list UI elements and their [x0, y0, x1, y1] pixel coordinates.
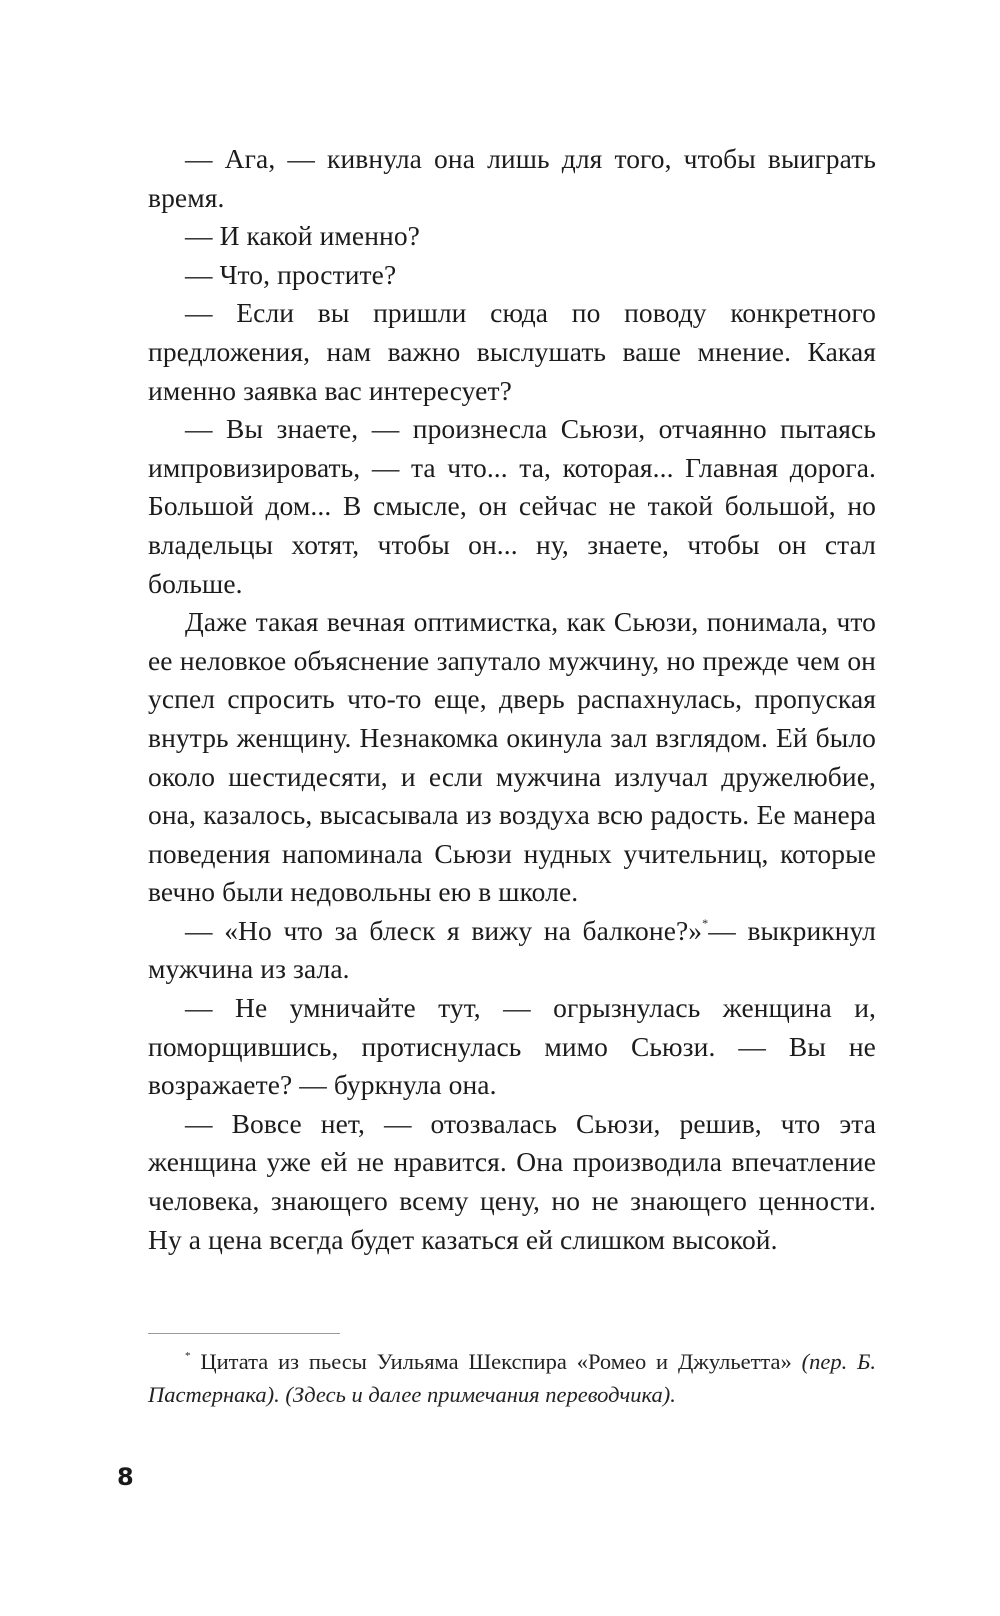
- paragraph-6: Даже такая вечная оптимистка, как Сьюзи, понимала, что ее неловкое объяснение запутало мужчину, но прежде чем он успел спросить что-то еще, дверь распахнулась, пропуская внутрь женщину. Незнакомка окинула зал взглядом. Ей было около шестидесяти, и если мужчина излучал дружелюбие, она, казалось, высасывала из воздуха всю радость. Ее манера поведения напоминала Сьюзи нудных учительниц, которые вечно были недовольны ею в школе.: [148, 606, 876, 908]
- quote-continuation: — выкрикнул мужчина из зала.: [148, 914, 877, 985]
- footnote-marker: *: [185, 1350, 191, 1362]
- main-text: [148, 140, 876, 1259]
- quote-text: — «Но что за блеск я вижу на балконе?»: [185, 914, 703, 946]
- paragraph-5: — Вы знаете, — произнесла Сьюзи, отчаянно пытаясь импровизировать, — та что... та, которая... Главная дорога. Большой дом... В смысле, он сейчас не такой большой, но владельцы хотят, чтобы он... ну, знаете, чтобы он стал больше.: [148, 413, 876, 599]
- paragraph-3: — Что, простите?: [185, 258, 397, 290]
- footnote-reference: *: [702, 915, 709, 930]
- paragraph-9: — Вовсе нет, — отозвалась Сьюзи, решив, что эта женщина уже ей не нравится. Она производила впечатление человека, знающего всему цену, но не знающего ценности. Ну а цена всегда будет казаться ей слишком высокой.: [148, 1107, 876, 1255]
- paragraph-8: — Не умничайте тут, — огрызнулась женщина и, поморщившись, протиснулась мимо Сьюзи. — Вы не возражаете? — буркнула она.: [148, 992, 876, 1101]
- footnote-divider: [148, 1333, 340, 1334]
- footnote: [148, 1345, 876, 1411]
- paragraph-7-quote: [148, 912, 876, 989]
- footnote-translator-note: (пер. Б. Пастернака). (Здесь и далее примечания переводчика).: [148, 1349, 876, 1407]
- paragraph-2: — И какой именно?: [185, 220, 420, 252]
- page-number: 8: [117, 1463, 134, 1491]
- footnote-text: Цитата из пьесы Уильяма Шекспира «Ромео и Джульетта»: [190, 1349, 802, 1374]
- paragraph-4: — Если вы пришли сюда по поводу конкретного предложения, нам важно выслушать ваше мнение. Какая именно заявка вас интересует?: [148, 297, 876, 406]
- paragraph-1: — Ага, — кивнула она лишь для того, чтобы выиграть время.: [148, 143, 876, 213]
